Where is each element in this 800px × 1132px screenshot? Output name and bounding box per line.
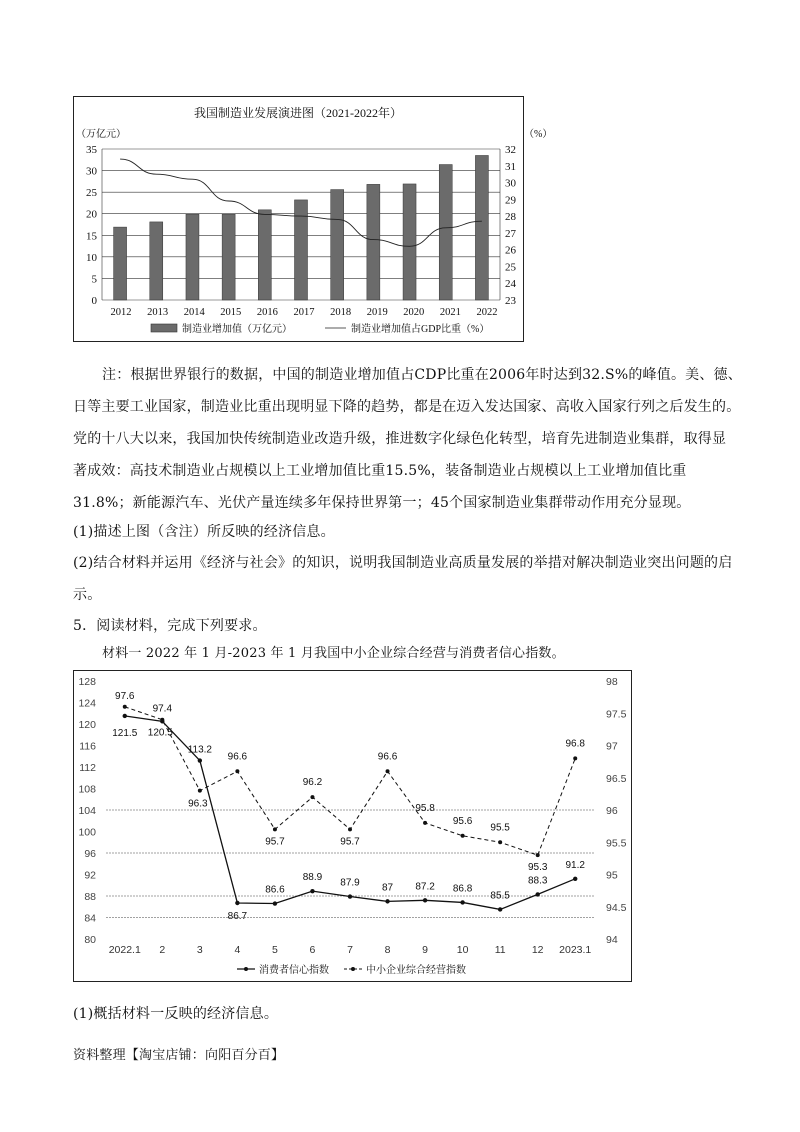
chart1-x-label: 2022	[476, 307, 498, 318]
chart2-consumer-label: 86.6	[265, 884, 285, 896]
chart2-left-tick: 92	[84, 869, 96, 882]
chart1-left-tick: 5	[91, 273, 97, 286]
question-1: (1)描述上图（含注）所反映的经济信息。	[73, 524, 335, 540]
chart1-legend-line-label: 制造业增加值占GDP比重（%）	[351, 324, 490, 335]
chart1-left-tick: 35	[86, 144, 97, 156]
chart2-consumer-label: 85.5	[490, 890, 510, 902]
chart2-sme-label: 96.2	[302, 777, 323, 789]
question-2-line-1: (2)结合材料并运用《经济与社会》的知识，说明我国制造业高质量发展的举措对解决制造业突出问题的启	[73, 555, 733, 571]
chart1-right-tick: 28	[505, 211, 516, 224]
chart1-x-label: 2014	[183, 307, 205, 318]
chart2-x-label: 2022.1	[108, 944, 141, 956]
chart2-sme-point	[573, 756, 577, 760]
chart2-consumer-label: 86.8	[452, 883, 473, 895]
chart2-consumer-label: 91.2	[565, 859, 585, 871]
chart2-sme-point	[310, 795, 314, 799]
chart2-consumer-label: 88.3	[527, 875, 548, 887]
chart2-x-label: 2023.1	[559, 944, 592, 956]
chart2-consumer-point	[573, 877, 577, 881]
chart2-sme-label: 97.4	[152, 703, 173, 715]
chart2-left-tick: 116	[79, 740, 96, 753]
question-5-1: (1)概括材料一反映的经济信息。	[73, 1006, 279, 1022]
chart2-right-tick: 97	[606, 740, 618, 753]
chart1-bar	[295, 200, 308, 300]
chart1-right-tick: 31	[505, 160, 516, 173]
chart2-sme-point	[423, 821, 427, 825]
chart1-right-tick: 26	[505, 244, 516, 257]
chart2-right-tick: 95.5	[606, 837, 627, 850]
chart2-sme-point	[348, 827, 352, 831]
chart2-consumer-label: 87	[381, 882, 394, 894]
chart2-sme-label: 95.7	[340, 836, 360, 848]
chart1-x-label: 2015	[220, 307, 242, 318]
chart1-legend-bar-label: 制造业增加值（万亿元）	[182, 324, 292, 335]
chart2-consumer-label: 120.5	[147, 727, 173, 739]
chart1-bar	[475, 155, 488, 300]
chart2-consumer-label: 87.9	[340, 877, 360, 889]
chart1-right-tick: 24	[505, 278, 516, 291]
note-line-4: 著成效：高技术制造业占规模以上工业增加值比重15.5%，装备制造业占规模以上工业增加值比重	[73, 463, 687, 479]
chart2-legend-cons-marker	[244, 967, 248, 971]
chart2-x-label: 12	[531, 944, 544, 956]
note-line-3: 党的十八大以来，我国加快传统制造业改造升级，推进数字化绿色化转型，培育先进制造业集群，取得显	[73, 431, 727, 447]
chart2-x-label: 7	[347, 944, 353, 956]
chart2-sme-point	[123, 705, 127, 709]
chart2-left-tick: 96	[84, 848, 96, 860]
chart2-consumer-label: 121.5	[112, 727, 138, 739]
chart2-x-label: 9	[422, 944, 428, 956]
chart2-consumer-point	[310, 889, 314, 893]
chart2-consumer-label: 86.7	[227, 910, 248, 922]
chart1-right-unit: （%）	[524, 129, 553, 140]
chart2-x-label: 3	[196, 944, 203, 956]
chart2-left-tick: 88	[84, 891, 96, 903]
chart1-x-label: 2021	[439, 307, 461, 318]
chart2-consumer-point	[535, 892, 539, 896]
chart2-sme-point	[461, 834, 465, 838]
chart2-consumer-label: 113.2	[187, 744, 212, 756]
chart2-x-label: 2	[159, 944, 166, 956]
chart2-right-tick: 95	[606, 869, 618, 882]
chart1-title: 我国制造业发展演进图（2021-2022年）	[194, 106, 402, 120]
chart2-sme-label: 96.8	[565, 738, 585, 750]
chart1-right-tick: 25	[505, 261, 516, 274]
material-1-caption: 材料一 2022 年 1 月-2023 年 1 月我国中小企业综合经营与消费者信心指数。	[102, 646, 565, 661]
chart2-sme-label: 95.8	[415, 802, 435, 814]
chart1-right-tick: 29	[505, 194, 516, 207]
chart2-right-tick: 94	[606, 934, 618, 946]
chart1-left-tick: 15	[86, 230, 97, 243]
chart2-consumer-point	[160, 719, 164, 723]
note-line-2: 日等主要工业国家，制造业比重出现明显下降的趋势，都是在迈入发达国家、高收入国家行列之后发生的。	[73, 399, 741, 415]
footer-source: 资料整理【淘宝店铺：向阳百分百】	[73, 1048, 285, 1063]
chart1-left-tick: 0	[91, 295, 97, 307]
chart1-right-tick: 30	[505, 177, 516, 190]
chart2-sme-point	[498, 840, 502, 844]
chart2-consumer-point	[498, 907, 502, 911]
chart1-bar	[439, 165, 452, 300]
chart2-right-tick: 98	[606, 676, 618, 688]
chart1-bar	[403, 184, 416, 300]
chart2-right-tick: 94.5	[606, 901, 627, 914]
chart1-x-label: 2017	[293, 307, 315, 318]
chart2-left-tick: 104	[78, 805, 96, 817]
note-line-1: 注：根据世界银行的数据，中国的制造业增加值占CDP比重在2006年时达到32.S%的峰值。美、德、	[102, 367, 742, 383]
chart2-left-tick: 80	[84, 934, 96, 946]
chart2-sme-point	[198, 789, 202, 793]
chart2-right-tick: 96	[606, 805, 618, 817]
note-line-5: 31.8%；新能源汽车、光伏产量连续多年保持世界第一；45个国家制造业集群带动作用充分显现。	[73, 495, 691, 511]
chart1-bar	[258, 210, 271, 300]
confidence-index-chart	[73, 670, 632, 982]
chart2-sme-label: 95.7	[265, 836, 285, 848]
chart2-left-tick: 112	[79, 762, 96, 774]
chart2-x-label: 6	[309, 944, 316, 956]
chart2-consumer-point	[273, 901, 277, 905]
question-5: 5．阅读材料，完成下列要求。	[73, 618, 267, 634]
chart2-left-tick: 124	[78, 697, 96, 710]
chart2-x-label: 11	[494, 944, 506, 956]
chart2-left-tick: 108	[78, 783, 96, 796]
chart2-sme-label: 96.3	[188, 798, 208, 810]
chart2-x-label: 5	[272, 944, 278, 956]
chart2-consumer-point	[423, 898, 427, 902]
chart2-sme-point	[235, 769, 239, 773]
chart1-x-label: 2016	[256, 307, 278, 318]
chart1-left-tick: 10	[86, 251, 97, 264]
chart2-sme-label: 95.3	[527, 862, 548, 874]
chart2-consumer-label: 88.9	[302, 872, 323, 884]
chart2-sme-point	[386, 769, 390, 773]
manufacturing-chart	[73, 96, 553, 342]
chart1-legend-bar-swatch	[151, 324, 177, 332]
chart1-bar	[114, 227, 127, 300]
chart2-consumer-point	[385, 899, 389, 903]
chart1-x-label: 2018	[330, 307, 352, 318]
chart1-x-label: 2012	[110, 307, 132, 318]
chart2-sme-label: 96.6	[227, 751, 248, 763]
chart2-left-tick: 84	[84, 912, 96, 925]
manufacturing-chart-svg	[74, 97, 553, 341]
chart1-bar	[331, 190, 344, 300]
confidence-index-chart-svg	[74, 671, 631, 981]
chart2-sme-point	[536, 853, 540, 857]
chart2-consumer-point	[460, 900, 464, 904]
chart2-legend-cons-label: 消费者信心指数	[259, 965, 329, 976]
chart2-x-label: 10	[456, 944, 469, 956]
chart1-right-tick: 23	[505, 295, 516, 307]
chart1-right-tick: 27	[505, 227, 516, 240]
chart1-left-tick: 25	[86, 187, 97, 200]
chart1-x-label: 2013	[147, 307, 169, 318]
chart2-sme-point	[273, 827, 277, 831]
chart1-x-label: 2020	[403, 307, 425, 318]
chart2-x-label: 8	[384, 944, 391, 956]
chart2-sme-label: 95.6	[452, 815, 473, 827]
chart1-bar	[222, 214, 235, 300]
chart2-sme-label: 95.5	[490, 822, 510, 834]
chart1-left-tick: 30	[86, 165, 97, 178]
chart2-consumer-label: 87.2	[415, 881, 435, 893]
chart1-left-unit: （万亿元）	[76, 129, 126, 140]
chart1-bar	[367, 184, 380, 300]
chart1-bar	[150, 222, 163, 300]
chart1-x-label: 2019	[366, 307, 388, 318]
chart1-left-tick: 20	[86, 208, 97, 221]
chart2-sme-label: 97.6	[115, 690, 135, 702]
chart2-left-tick: 128	[78, 676, 96, 688]
chart2-left-tick: 100	[78, 826, 96, 839]
question-2-line-2: 示。	[73, 587, 102, 603]
chart2-consumer-point	[123, 714, 127, 718]
chart2-sme-label: 96.6	[377, 751, 398, 763]
chart1-bar	[186, 214, 199, 300]
chart2-legend-sme-label: 中小企业综合经营指数	[366, 965, 466, 976]
chart2-legend-sme-marker	[351, 967, 355, 971]
chart1-right-tick: 32	[505, 144, 516, 156]
chart2-consumer-point	[235, 901, 239, 905]
chart2-consumer-point	[348, 894, 352, 898]
chart2-x-label: 4	[234, 944, 241, 956]
chart2-consumer-point	[198, 758, 202, 762]
chart2-right-tick: 97.5	[606, 708, 627, 721]
chart2-right-tick: 96.5	[606, 772, 627, 785]
chart2-left-tick: 120	[78, 719, 96, 731]
